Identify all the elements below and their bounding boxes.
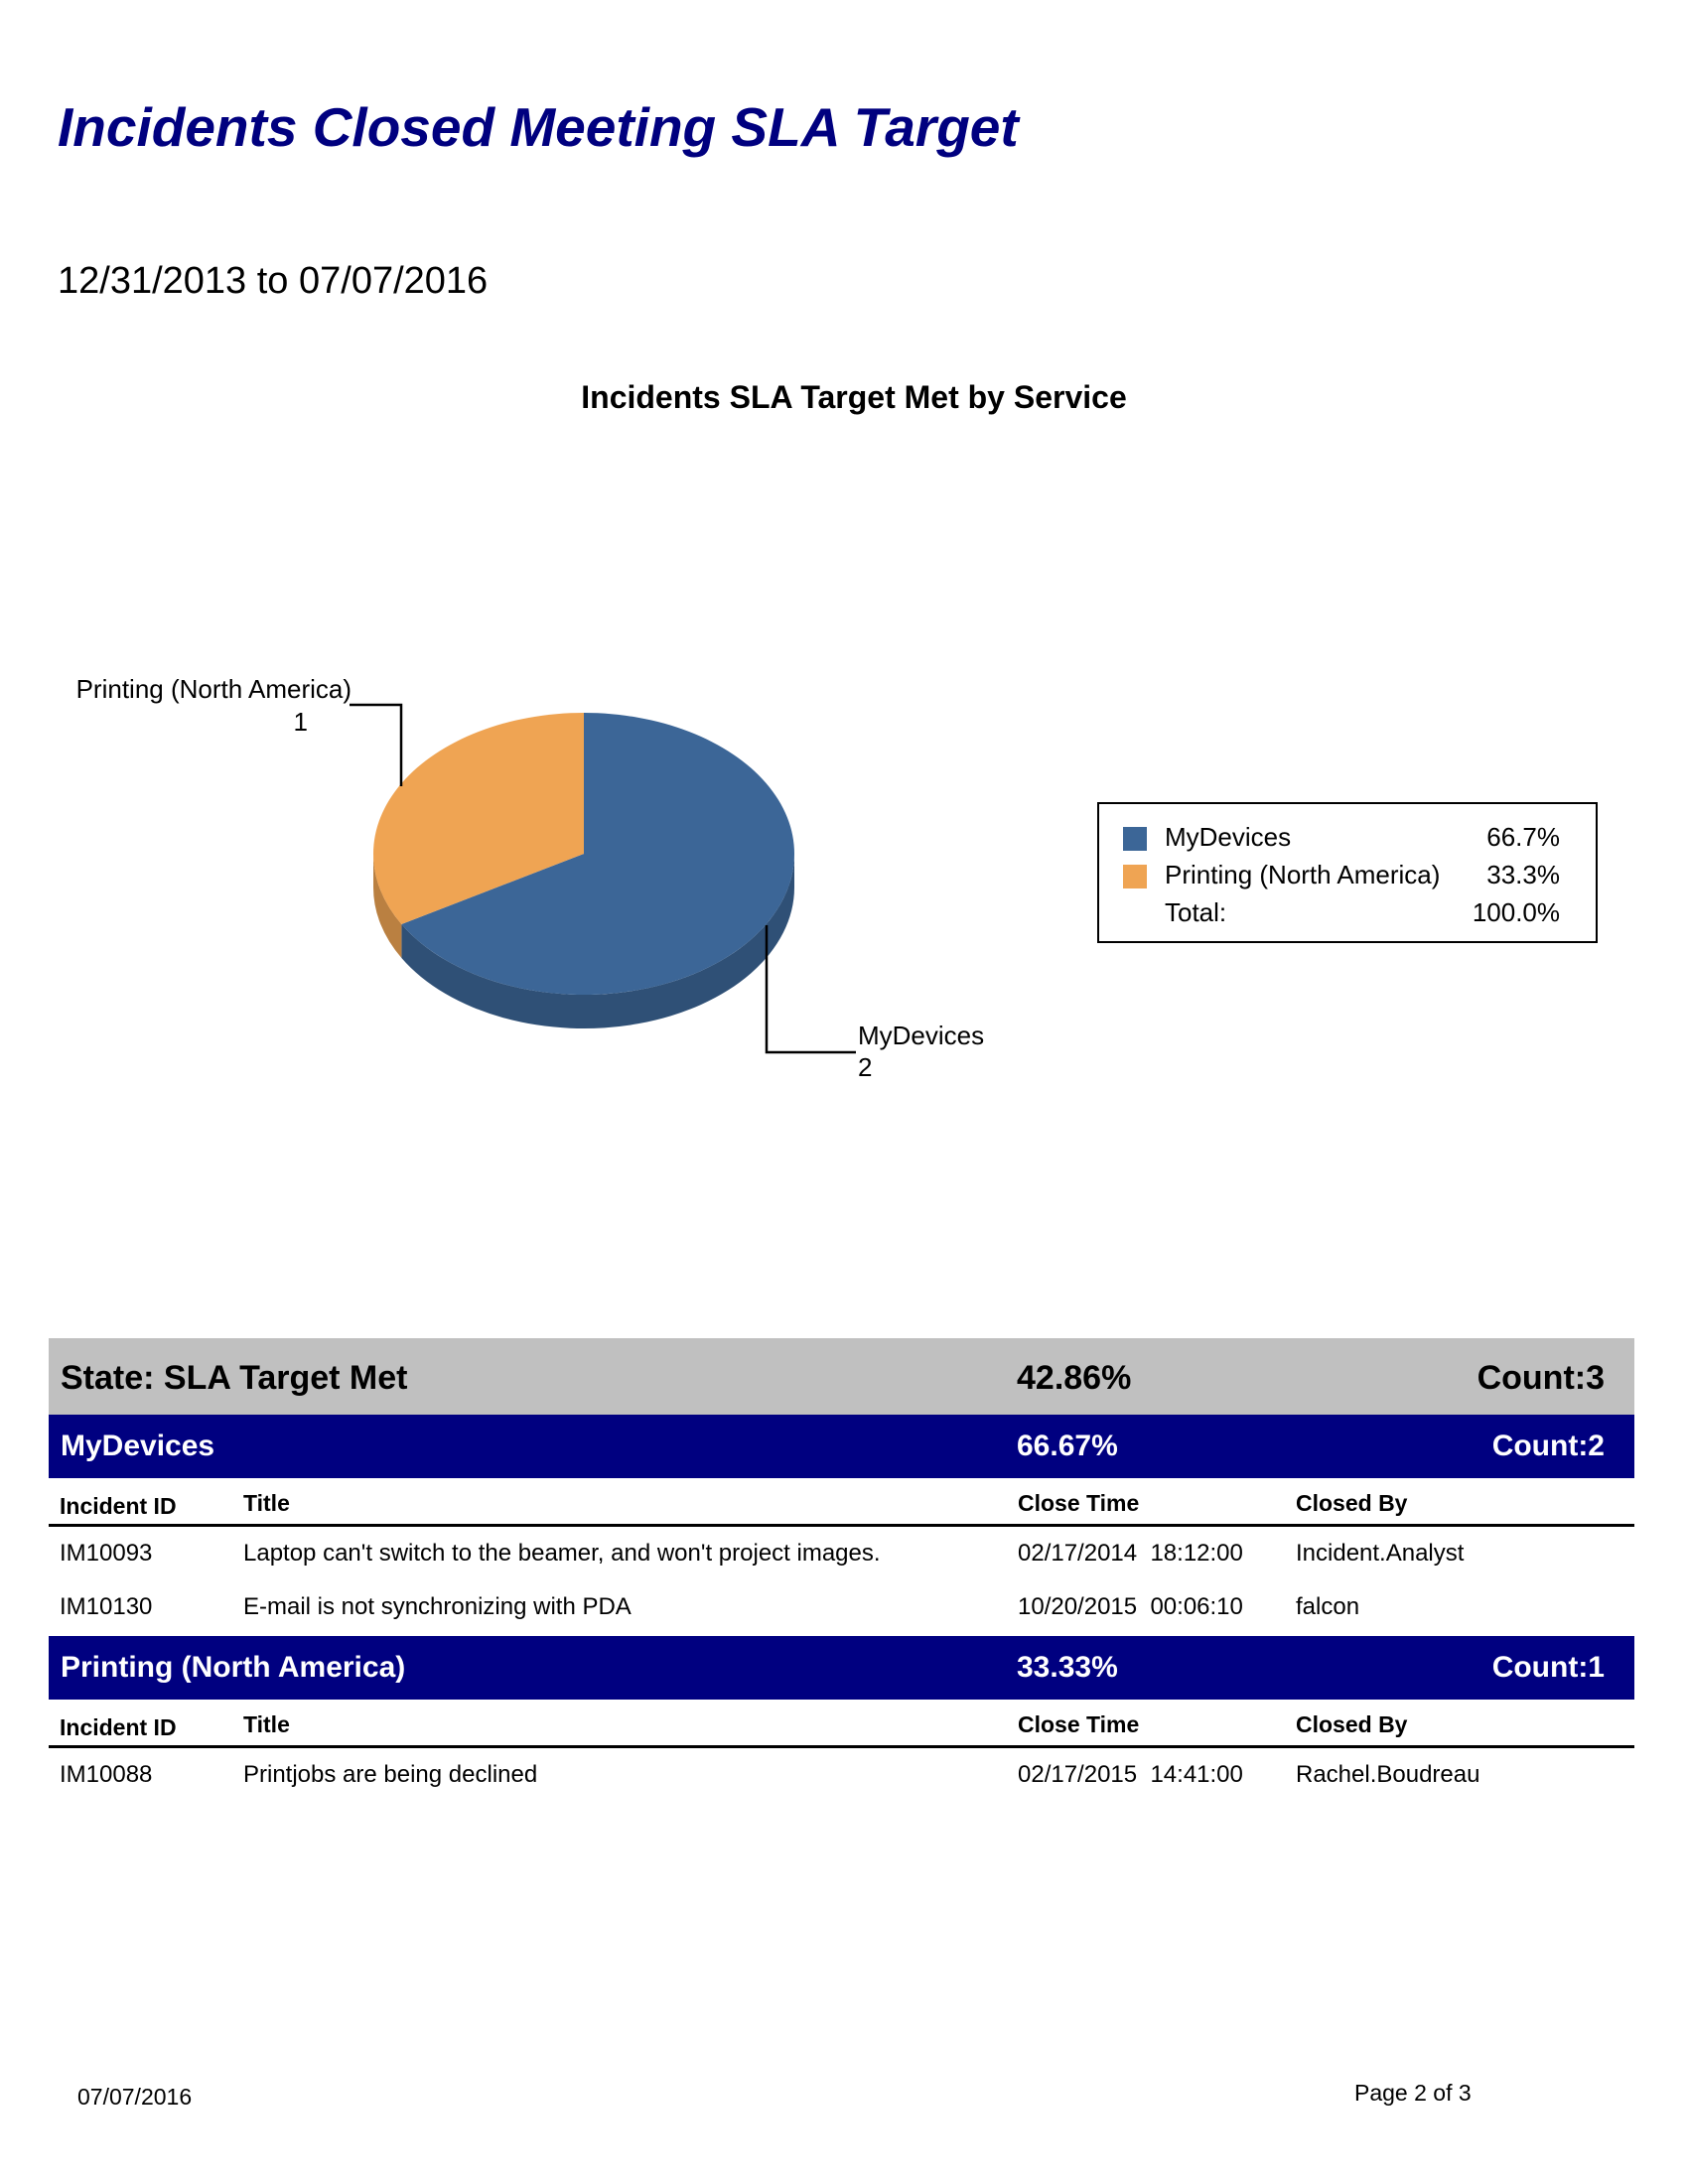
- group-count: Count:2: [1491, 1430, 1605, 1462]
- table-row: [49, 1583, 1634, 1633]
- state-label: State: SLA Target Met: [61, 1359, 408, 1397]
- incident-title: Printjobs are being declined: [243, 1761, 538, 1788]
- legend-label: Printing (North America): [1165, 860, 1441, 889]
- callout-label: MyDevices: [858, 1021, 985, 1050]
- legend-total-percent: 100.0%: [1472, 897, 1560, 927]
- close-time: 02/17/2014 18:12:00: [1018, 1540, 1243, 1567]
- incident-id: IM10093: [60, 1540, 153, 1567]
- callout-leader-line: [767, 925, 856, 1052]
- page-number: Page 2 of 3: [1354, 2080, 1472, 2106]
- column-header-row: [49, 1700, 1634, 1748]
- incident-title: E-mail is not synchronizing with PDA: [243, 1593, 632, 1620]
- group-percent: 66.67%: [1017, 1430, 1118, 1462]
- chart-title: Incidents SLA Target Met by Service: [581, 379, 1127, 415]
- column-header-close-time: Close Time: [1018, 1711, 1140, 1737]
- callout-leader-line: [350, 705, 401, 786]
- report-title: Incidents Closed Meeting SLA Target: [58, 96, 1019, 158]
- footer-date: 07/07/2016: [77, 2084, 193, 2110]
- table-row: [49, 1530, 1634, 1579]
- column-header-close-time: Close Time: [1018, 1490, 1140, 1516]
- column-header-closed-by: Closed By: [1296, 1711, 1408, 1737]
- column-header-title: Title: [243, 1711, 290, 1737]
- table-row: [49, 1751, 1634, 1801]
- incident-id: IM10130: [60, 1593, 153, 1620]
- closed-by: falcon: [1296, 1593, 1360, 1620]
- group-header-printing: [49, 1636, 1634, 1700]
- closed-by: Rachel.Boudreau: [1296, 1761, 1480, 1788]
- close-time: 02/17/2015 14:41:00: [1018, 1761, 1243, 1788]
- group-header-mydevices: [49, 1415, 1634, 1478]
- callout-value: 1: [293, 707, 308, 737]
- legend-item-printing: [1099, 856, 1596, 893]
- column-header-incident-id: Incident ID: [60, 1493, 177, 1519]
- legend-label: MyDevices: [1165, 822, 1292, 852]
- incident-title: Laptop can't switch to the beamer, and won't project images.: [243, 1540, 881, 1567]
- state-percent: 42.86%: [1017, 1359, 1132, 1397]
- chart-legend: [1097, 802, 1598, 943]
- pie-chart: [0, 635, 1092, 1092]
- legend-percent: 33.3%: [1486, 860, 1560, 889]
- group-percent: 33.33%: [1017, 1651, 1118, 1684]
- group-count: Count:1: [1491, 1651, 1605, 1684]
- group-name: Printing (North America): [61, 1651, 406, 1684]
- legend-total: [1099, 893, 1596, 931]
- legend-swatch: [1123, 827, 1147, 851]
- legend-item-mydevices: [1099, 818, 1596, 856]
- legend-total-label: Total:: [1165, 897, 1227, 927]
- group-name: MyDevices: [61, 1430, 215, 1462]
- column-header-closed-by: Closed By: [1296, 1490, 1408, 1516]
- state-count: Count:3: [1477, 1359, 1605, 1397]
- date-range: 12/31/2013 to 07/07/2016: [58, 260, 489, 302]
- column-header-incident-id: Incident ID: [60, 1714, 177, 1740]
- callout-value: 2: [858, 1052, 873, 1082]
- legend-swatch: [1123, 865, 1147, 888]
- incident-id: IM10088: [60, 1761, 153, 1788]
- close-time: 10/20/2015 00:06:10: [1018, 1593, 1243, 1620]
- callout-label: Printing (North America): [75, 674, 352, 704]
- column-header-row: [49, 1478, 1634, 1527]
- closed-by: Incident.Analyst: [1296, 1540, 1465, 1567]
- state-group-header: [49, 1338, 1634, 1415]
- legend-percent: 66.7%: [1486, 822, 1560, 852]
- column-header-title: Title: [243, 1490, 290, 1516]
